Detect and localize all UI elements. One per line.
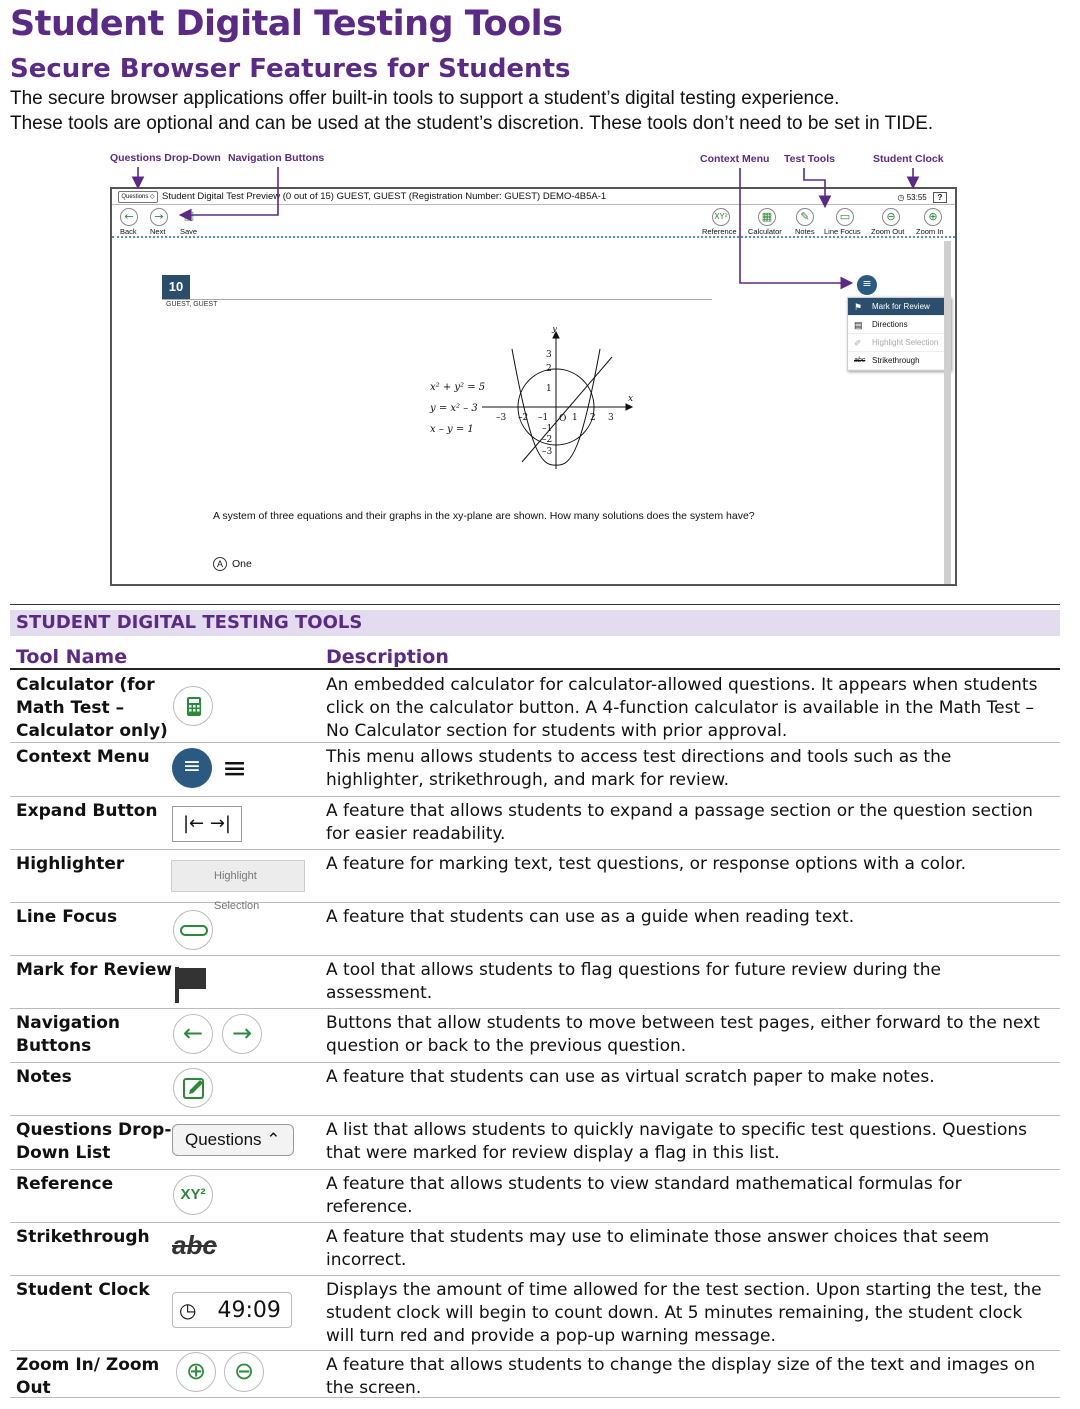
tool-name: Highlighter bbox=[16, 854, 125, 874]
graph-y-label: y bbox=[552, 327, 558, 334]
help-button[interactable]: ? bbox=[933, 192, 947, 203]
graph-x-label: x bbox=[628, 394, 634, 404]
graph-x-tick: –3 bbox=[496, 413, 507, 423]
table-row bbox=[10, 1064, 1060, 1116]
strikethrough-icon: abc bbox=[854, 357, 866, 364]
tool-description: A feature that students may use to eliminate those answer choices that seem incorrect. bbox=[326, 1227, 990, 1270]
menu-item-label: Strikethrough bbox=[872, 356, 920, 365]
tool-name: Context Menu bbox=[16, 747, 150, 767]
screenshot-header bbox=[112, 189, 955, 205]
tool-name: Line Focus bbox=[16, 907, 118, 927]
tool-name: Notes bbox=[16, 1067, 72, 1087]
reference-icon[interactable]: XY² bbox=[712, 208, 730, 226]
flag-icon bbox=[172, 965, 212, 1005]
tool-description: Displays the amount of time allowed for the test section. Upon starting the test, the student clock will begin to count down. At 5 minutes remaining, the student clock will turn red and provide a pop-up warning message. bbox=[326, 1280, 1042, 1346]
tool-name: Questions Drop-Down List bbox=[16, 1120, 172, 1163]
next-button[interactable]: → bbox=[150, 208, 168, 226]
toolbar bbox=[112, 206, 955, 238]
tool-name: Zoom In/ Zoom Out bbox=[16, 1355, 160, 1398]
table-row bbox=[10, 851, 1060, 912]
question-number: 10 bbox=[162, 275, 190, 299]
table-row bbox=[10, 1352, 1060, 1398]
tool-description: A tool that allows students to flag questions for future review during the assessment. bbox=[326, 960, 941, 1003]
save-button[interactable]: ▣ bbox=[180, 208, 198, 226]
answer-option-a[interactable] bbox=[213, 557, 252, 571]
next-label: Next bbox=[150, 227, 166, 236]
graph-x-tick: 1 bbox=[572, 413, 578, 423]
questions-dropdown[interactable]: Questions ◇ bbox=[118, 191, 158, 203]
table-row bbox=[10, 1224, 1060, 1276]
student-clock-mini bbox=[898, 190, 947, 206]
graph-x-tick: –2 bbox=[518, 413, 529, 423]
zoom-in-label: Zoom In bbox=[916, 227, 944, 236]
table-row bbox=[10, 957, 1060, 1009]
hamburger-icon: ≡ bbox=[222, 751, 248, 786]
menu-item-strikethrough[interactable] bbox=[848, 352, 950, 370]
intro-line-1: The secure browser applications offer built-in tools to support a student’s digital testing experience. bbox=[10, 88, 840, 109]
graph-origin-label: O bbox=[559, 414, 567, 424]
save-label: Save bbox=[180, 227, 198, 236]
tool-description: A feature that allows students to expand a passage section or the question section for easier readability. bbox=[326, 801, 1033, 844]
table-row bbox=[10, 1010, 1060, 1063]
menu-item-highlight-selection[interactable] bbox=[848, 334, 950, 352]
test-screenshot bbox=[110, 187, 957, 586]
zoom-in-icon: ⊕ bbox=[176, 1352, 216, 1392]
notes-icon bbox=[173, 1068, 213, 1108]
table-row bbox=[10, 904, 1060, 956]
line-focus-icon[interactable]: ▭ bbox=[836, 208, 854, 226]
table-row bbox=[10, 1277, 1060, 1351]
tool-description: A feature that students can use as a guide when reading text. bbox=[326, 907, 855, 927]
strikethrough-icon-text: abc bbox=[172, 1230, 217, 1260]
equation-graph bbox=[482, 327, 642, 472]
menu-item-mark-for-review[interactable] bbox=[848, 298, 950, 316]
document-icon: ▤ bbox=[854, 320, 863, 330]
tool-description: A feature that allows students to change the display size of the text and images on the screen. bbox=[326, 1355, 1036, 1398]
question-divider bbox=[162, 299, 712, 300]
option-letter: A bbox=[213, 557, 227, 571]
page-title: Student Digital Testing Tools bbox=[10, 4, 563, 44]
equation-2: y = x² – 3 bbox=[430, 403, 478, 414]
tool-description: A feature that allows students to view standard mathematical formulas for reference. bbox=[326, 1174, 962, 1217]
callout-navigation-buttons: Navigation Buttons bbox=[228, 152, 325, 164]
context-menu-button[interactable]: ≡ bbox=[857, 275, 877, 295]
student-name: GUEST, GUEST bbox=[166, 301, 218, 308]
line-focus-icon bbox=[173, 910, 213, 950]
equation-1: x² + y² = 5 bbox=[430, 382, 486, 393]
strikethrough-icon bbox=[172, 1230, 217, 1261]
equation-list bbox=[430, 377, 485, 440]
table-row bbox=[10, 798, 1060, 850]
graph-y-tick: 1 bbox=[546, 384, 552, 394]
graph-y-tick: 3 bbox=[546, 350, 552, 360]
tool-name: Calculator (for Math Test – Calculator only) bbox=[16, 675, 168, 741]
tool-name: Navigation Buttons bbox=[16, 1013, 120, 1056]
table-row bbox=[10, 1117, 1060, 1170]
clock-value: 53:55 bbox=[906, 193, 927, 202]
questions-dropdown-icon: Questions ⌃ bbox=[172, 1124, 294, 1156]
zoom-in-icon[interactable]: ⊕ bbox=[924, 208, 942, 226]
graph-x-tick: 2 bbox=[590, 413, 596, 423]
next-arrow-icon: → bbox=[222, 1014, 262, 1054]
test-header-text: Student Digital Test Preview (0 out of 15) GUEST, GUEST (Registration Number: GUEST) DEMO-4B5A-1 bbox=[162, 191, 607, 202]
callout-context-menu: Context Menu bbox=[700, 153, 770, 165]
zoom-out-label: Zoom Out bbox=[871, 227, 905, 236]
tool-description: A list that allows students to quickly navigate to specific test questions. Questions that were marked for review display a flag in this list. bbox=[326, 1120, 1028, 1163]
line-focus-label: Line Focus bbox=[824, 227, 861, 236]
tool-description: This menu allows students to access test directions and tools such as the highlighter, strikethrough, and mark for review. bbox=[326, 747, 952, 790]
graph-x-tick: –1 bbox=[538, 413, 549, 423]
tool-name: Reference bbox=[16, 1174, 114, 1194]
calculator-icon[interactable]: ▦ bbox=[758, 208, 776, 226]
questions-dropdown-label: Questions bbox=[185, 1130, 262, 1149]
clock-icon: ◷ bbox=[897, 193, 905, 202]
tool-name: Expand Button bbox=[16, 801, 158, 821]
callout-test-tools: Test Tools bbox=[784, 153, 835, 165]
scrollbar[interactable] bbox=[944, 241, 951, 586]
back-label: Back bbox=[120, 227, 137, 236]
menu-item-label: Mark for Review bbox=[872, 302, 930, 311]
reference-label: Reference bbox=[702, 227, 737, 236]
callout-questions-dropdown: Questions Drop-Down bbox=[110, 152, 221, 164]
context-menu-icon: ≡ bbox=[172, 748, 212, 788]
column-header-tool-name: Tool Name bbox=[16, 646, 128, 668]
clock-icon: ◷ bbox=[179, 1298, 197, 1322]
option-text: One bbox=[232, 558, 252, 570]
context-menu bbox=[847, 297, 951, 371]
menu-item-label: Directions bbox=[872, 320, 908, 329]
clock-value: 49:09 bbox=[217, 1298, 281, 1323]
table-top-rule bbox=[10, 604, 1060, 605]
graph-y-tick: 2 bbox=[546, 364, 552, 374]
student-clock-icon bbox=[172, 1292, 292, 1328]
flag-icon: ⚑ bbox=[854, 302, 863, 312]
reference-icon bbox=[173, 1175, 213, 1215]
tool-name: Mark for Review bbox=[16, 960, 173, 980]
expand-icon: |← →| bbox=[172, 806, 242, 842]
question-text: A system of three equations and their graphs in the xy-plane are shown. How many solutions does the system have? bbox=[213, 510, 755, 522]
intro-line-2: These tools are optional and can be used at the student’s discretion. These tools don’t need to be set in TIDE. bbox=[10, 113, 934, 134]
graph-y-tick: –3 bbox=[542, 447, 553, 457]
highlighter-icon bbox=[171, 860, 305, 912]
column-header-description: Description bbox=[326, 646, 449, 668]
notes-label: Notes bbox=[795, 227, 815, 236]
graph-x-tick: 3 bbox=[608, 413, 614, 423]
tool-description: A feature for marking text, test questions, or response options with a color. bbox=[326, 854, 967, 874]
reference-icon-text: XY² bbox=[180, 1186, 206, 1203]
tool-name: Strikethrough bbox=[16, 1227, 150, 1247]
questions-dropdown-label: Questions bbox=[121, 194, 149, 200]
graph-y-tick: –1 bbox=[542, 424, 553, 434]
table-row bbox=[10, 1171, 1060, 1223]
tool-name: Student Clock bbox=[16, 1280, 150, 1300]
menu-item-directions[interactable] bbox=[848, 316, 950, 334]
tool-description: An embedded calculator for calculator-allowed questions. It appears when students click on the calculator button. A 4-function calculator is available in the Math Test – No Calculator section for students with prior approval. bbox=[326, 675, 1038, 741]
table-row bbox=[10, 744, 1060, 797]
calculator-icon bbox=[173, 686, 213, 726]
callout-student-clock: Student Clock bbox=[873, 153, 944, 165]
equation-3: x – y = 1 bbox=[430, 424, 474, 435]
table-section-title: STUDENT DIGITAL TESTING TOOLS bbox=[16, 612, 363, 633]
header-rule bbox=[10, 668, 1060, 670]
menu-item-label: Highlight Selection bbox=[872, 338, 939, 347]
notes-icon[interactable]: ✎ bbox=[796, 208, 814, 226]
page-subtitle: Secure Browser Features for Students bbox=[10, 54, 571, 84]
tool-description: A feature that students can use as virtual scratch paper to make notes. bbox=[326, 1067, 935, 1087]
back-button[interactable]: ← bbox=[120, 208, 138, 226]
table-row bbox=[10, 672, 1060, 743]
graph-y-tick: –2 bbox=[542, 435, 553, 445]
tools-table bbox=[10, 604, 1060, 1409]
highlighter-icon: ✐ bbox=[854, 338, 862, 348]
highlight-selection-label: Highlight Selection bbox=[214, 870, 260, 912]
table-section-band bbox=[10, 610, 1060, 636]
calculator-label: Calculator bbox=[748, 227, 782, 236]
zoom-out-icon[interactable]: ⊖ bbox=[882, 208, 900, 226]
zoom-out-icon: ⊖ bbox=[224, 1352, 264, 1392]
tool-description: Buttons that allow students to move between test pages, either forward to the next question or back to the previous question. bbox=[326, 1013, 1040, 1056]
back-arrow-icon: ← bbox=[173, 1014, 213, 1054]
